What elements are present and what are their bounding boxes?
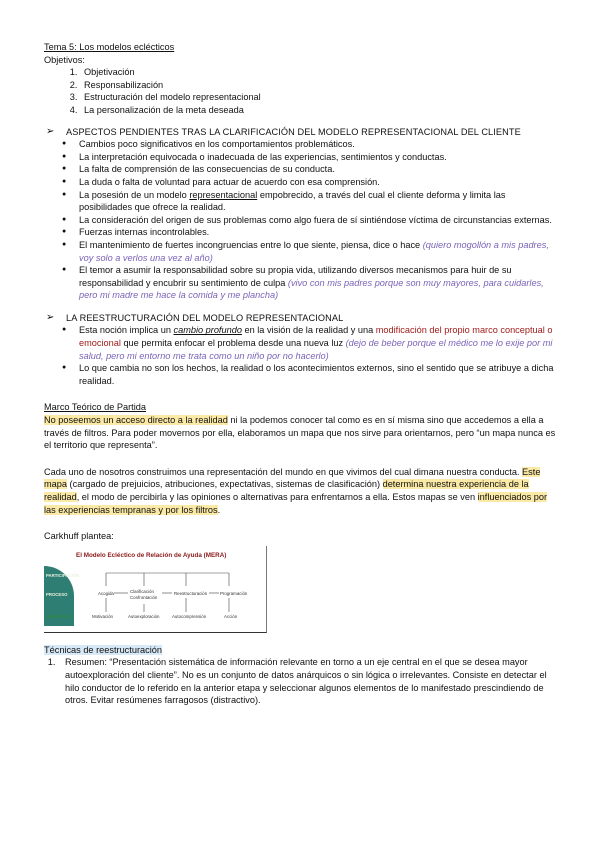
list-item: ● Lo que cambia no son los hechos, la realidad o los acontecimientos externos, sino el sentido que se atribuye a dicha realidad.	[62, 362, 559, 387]
diagram-node: Motivación	[92, 613, 113, 619]
objective-item: 1. Objetivación	[80, 66, 559, 79]
arrow-bullet-icon: ➢	[46, 125, 55, 137]
example-note: (quiero mogollón a mis padres, voy solo a verlos una vez al año)	[79, 239, 549, 263]
diagram-row-label: PROCESO	[46, 591, 68, 597]
example-note: (vivo con mis padres porque son muy mayores, para cuidarles, pero mi madre me hace la comida y me plancha)	[79, 277, 544, 301]
restructuring-list	[44, 324, 559, 387]
list-item: ● La posesión de un modelo representacional empobrecido, a través del cual el cliente deforma y limita las posibilidades que ofrece la realidad.	[62, 189, 559, 214]
diagram-node: Acogida	[98, 590, 114, 596]
carkhuff-label: Carkhuff plantea:	[44, 531, 114, 542]
list-item: ● Cambios poco significativos en los comportamientos problemáticos.	[62, 138, 559, 151]
objectives-list	[44, 66, 559, 116]
list-item: ● Esta noción implica un cambio profundo en la visión de la realidad y una modificación del propio marco conceptual o emocional que permita enfocar el problema desde una nueva luz (dejo de beber porque el médico me lo exije por mi salud, pero mi entorno me trata como un niño por no hacerlo)	[62, 324, 559, 362]
document-page	[44, 41, 559, 707]
tecnicas-list	[44, 656, 559, 706]
diagram-row-label: OBJETIVOS	[46, 613, 71, 619]
diagram-node: Acción	[224, 613, 238, 619]
list-item: ● La duda o falta de voluntad para actuar de acuerdo con esa comprensión.	[62, 176, 559, 189]
objective-item: 4. La personalización de la meta deseada	[80, 104, 559, 117]
list-item: ● La falta de comprensión de las consecuencias de su conducta.	[62, 163, 559, 176]
list-item: ● La interpretación equivocada o inadecuada de las experiencias, sentimientos y conductas.	[62, 151, 559, 164]
diagram-node: Autocomprensión	[172, 613, 207, 619]
diagram-node: Reestructuración	[174, 590, 208, 596]
example-note: (dejo de beber porque el médico me lo exije por mi salud, pero mi entorno me trata como un niño por no hacerlo)	[79, 338, 553, 361]
diagram-node: Clarificación	[130, 588, 154, 594]
pending-aspects-heading: ➢ ASPECTOS PENDIENTES TRAS LA CLARIFICACIÓN DEL MODELO REPRESENTACIONAL DEL CLIENTE	[46, 125, 521, 137]
diagram-node: Programación	[220, 590, 248, 596]
marco-paragraph-1: No poseemos un acceso directo a la realidad ni la podemos conocer tal como es en sí misma sino que accedemos a ella a través de filtros. Para poder movernos por ella, elaboramos un mapa que nos sirve para orientarnos, pero “un mapa nunca es el territorio que representa”.	[44, 415, 556, 451]
list-item: ● Fuerzas internas incontrolables.	[62, 226, 559, 239]
mera-diagram	[44, 546, 267, 633]
objective-item: 3. Estructuración del modelo representacional	[80, 91, 559, 104]
tecnicas-title: Técnicas de reestructuración	[44, 644, 162, 655]
marco-paragraph-2: Cada uno de nosotros construimos una representación del mundo en que vivimos del cual dimana nuestra conducta. Este mapa (cargado de prejuicios, atribuciones, expectativas, sistemas de clasificación) determina nuestra experiencia de la realidad, el modo de percibirla y las opiniones o alternativas para enfrentarnos a ella. Estos mapas se ven influenciados por las experiencias tempranas y por los filtros.	[44, 466, 548, 515]
objective-item: 2. Responsabilización	[80, 79, 559, 92]
objectives-label: Objetivos:	[44, 54, 85, 65]
list-item: ● El mantenimiento de fuertes incongruencias entre lo que siente, piensa, dice o hace (quiero mogollón a mis padres, voy solo a verlos una vez al año)	[62, 239, 559, 264]
diagram-row-label: PARTICIPACIÓN	[46, 572, 80, 578]
diagram-connectors	[44, 546, 266, 632]
pending-aspects-list	[44, 138, 559, 302]
list-item: ● La consideración del origen de sus problemas como algo fuera de sí sintiéndose víctima de circunstancias externas.	[62, 214, 559, 227]
restructuring-heading: ➢ LA REESTRUCTURACIÓN DEL MODELO REPRESENTACIONAL	[46, 311, 344, 323]
diagram-node: Confrontación	[130, 594, 158, 600]
diagram-title: El Modelo Ecléctico de Relación de Ayuda (MERA)	[76, 551, 227, 559]
list-item: ● El temor a asumir la responsabilidad sobre su propia vida, utilizando diversos mecanismos para huir de su responsabilidad y encubrir su sentimiento de culpa (vivo con mis padres porque son muy mayores, para cuidarles, pero mi madre me hace la comida y me plancha)	[62, 264, 559, 302]
list-item: 1. Resumen: “Presentación sistemática de información relevante en torno a un eje central en el que se desea mayor autoexploración del cliente”. No es un conjunto de datos anárquicos o sin lógica o irrelevantes. Consiste en detectar el hilo conductor de lo referido en la anterior etapa y seleccionar algunos elementos de lo manifestado prescindiendo de otros. Evitar resúmenes farragosos (distractivo).	[58, 656, 559, 706]
marco-title: Marco Teórico de Partida	[44, 402, 146, 413]
arrow-bullet-icon: ➢	[46, 311, 55, 323]
topic-title: Tema 5: Los modelos eclécticos	[44, 42, 175, 52]
diagram-node: Autoexploración	[128, 613, 160, 619]
